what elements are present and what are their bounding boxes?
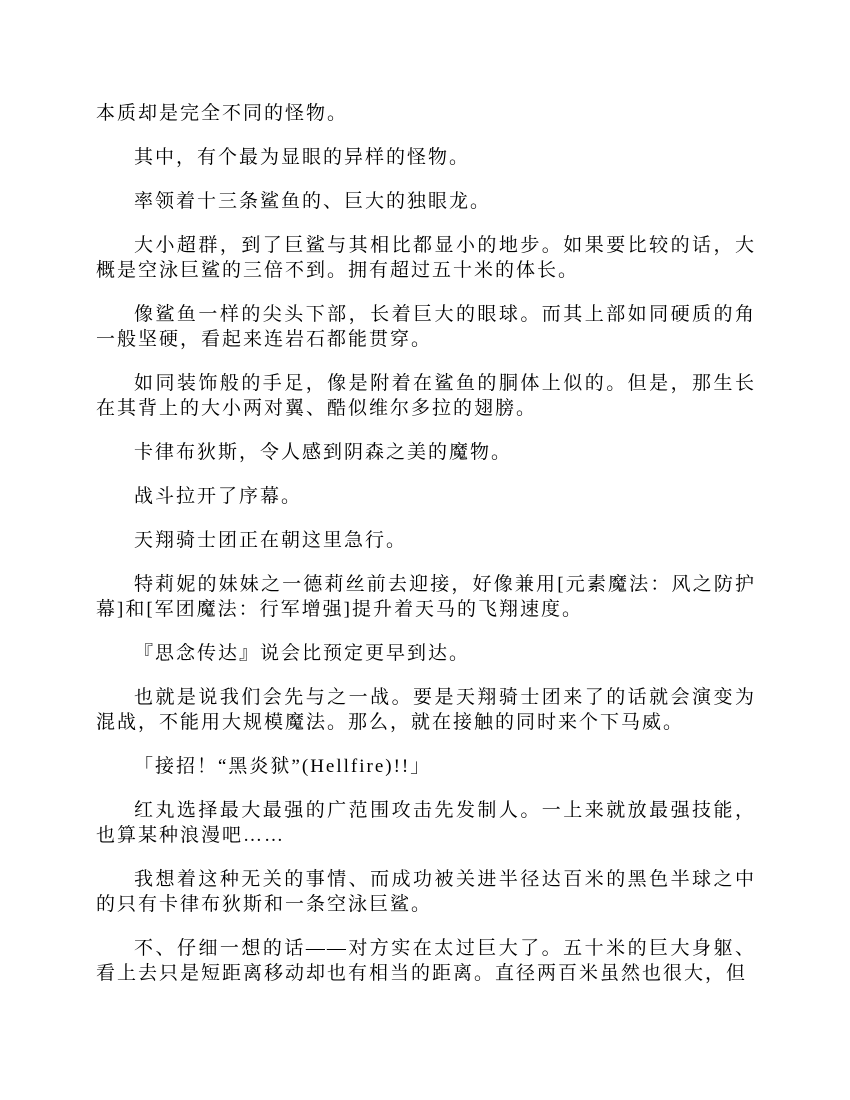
paragraph: 大小超群，到了巨鲨与其相比都显小的地步。如果要比较的话，大概是空泳巨鲨的三倍不到。拥有超过五十米的体长。 (96, 235, 756, 281)
paragraph: 其中，有个最为显眼的异样的怪物。 (134, 147, 471, 168)
document-body (96, 101, 756, 1005)
paragraph: 不、仔细一想的话——对方实在太过巨大了。五十米的巨大身躯、看上去只是短距离移动却也有相当的距离。直径两百米虽然也很大，但 (96, 938, 756, 984)
paragraph: 卡律布狄斯，令人感到阴森之美的魔物。 (134, 442, 513, 463)
paragraph: 我想着这种无关的事情、而成功被关进半径达百米的黑色半球之中的只有卡律布狄斯和一条空泳巨鲨。 (96, 869, 756, 915)
paragraph: 『思念传达』说会比预定更早到达。 (134, 643, 471, 664)
paragraph: 战斗拉开了序幕。 (134, 486, 303, 507)
paragraph: 率领着十三条鲨鱼的、巨大的独眼龙。 (134, 191, 492, 212)
paragraph: 本质却是完全不同的怪物。 (96, 103, 349, 124)
paragraph: 也就是说我们会先与之一战。要是天翔骑士团来了的话就会演变为混战，不能用大规模魔法。那么，就在接触的同时来个下马威。 (96, 687, 756, 733)
paragraph: 红丸选择最大最强的广范围攻击先发制人。一上来就放最强技能，也算某种浪漫吧…… (96, 800, 756, 846)
paragraph: 天翔骑士团正在朝这里急行。 (134, 530, 408, 551)
paragraph: 如同装饰般的手足，像是附着在鲨鱼的胴体上似的。但是，那生长在其背上的大小两对翼、酷似维尔多拉的翅膀。 (96, 373, 756, 419)
paragraph: 特莉妮的妹妹之一德莉丝前去迎接，好像兼用[元素魔法：风之防护幕]和[军团魔法：行军增强]提升着天马的飞翔速度。 (96, 574, 756, 620)
paragraph: 「接招！“黑炎狱”(Hellfire)!!」 (134, 756, 432, 777)
paragraph: 像鲨鱼一样的尖头下部，长着巨大的眼球。而其上部如同硬质的角一般坚硬，看起来连岩石都能贯穿。 (96, 304, 756, 350)
